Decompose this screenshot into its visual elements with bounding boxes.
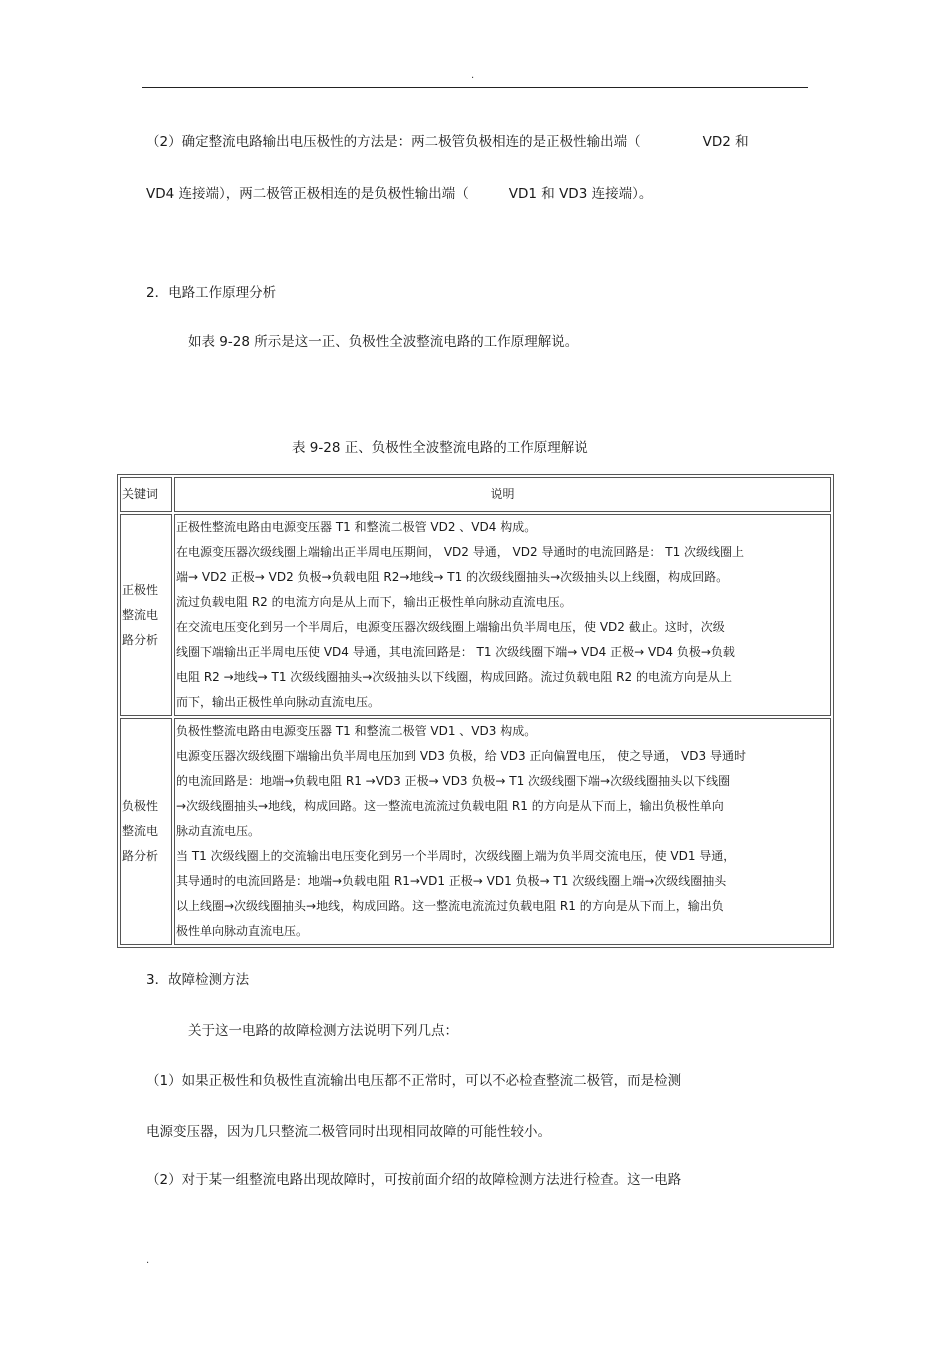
section3-intro: 关于这一电路的故障检测方法说明下列几点： xyxy=(188,1023,458,1039)
description-line: 而下，输出正极性单向脉动直流电压。 xyxy=(176,695,381,709)
polarity-line1-text-a: （2）确定整流电路输出电压极性的方法是：两二极管负极相连的是正极性输出端（ xyxy=(146,134,641,150)
description-line: 其导通时的电流回路是：地端→负载电阻 R1→VD1 正极→ VD1 负极→ T1 次级线圈上端→次级线圈抽头 xyxy=(176,874,727,888)
section2-heading: 2．电路工作原理分析 xyxy=(146,285,277,301)
description-line: 以上线圈→次级线圈抽头→地线，构成回路。这一整流电流流过负载电阻 R1 的方向是从下而上，输出负 xyxy=(176,899,724,913)
header-mark: . xyxy=(471,70,475,81)
description-line: 流过负载电阻 R2 的电流方向是从上而下，输出正极性单向脉动直流电压。 xyxy=(176,595,572,609)
description-line: 线圈下端输出正半周电压使 VD4 导通，其电流回路是： T1 次级线圈下端→ VD4 正极→ VD4 负极→负载 xyxy=(176,645,735,659)
principle-table xyxy=(117,474,834,948)
description-line: 在电源变压器次级线圈上端输出正半周电压期间， VD2 导通， VD2 导通时的电流回路是： T1 次级线圈上 xyxy=(176,545,745,559)
section3-point2-line1: （2）对于某一组整流电路出现故障时，可按前面介绍的故障检测方法进行检查。这一电路 xyxy=(146,1172,682,1188)
keyword-line: 整流电 xyxy=(122,824,159,838)
description-line: →次级线圈抽头→地线，构成回路。这一整流电流流过负载电阻 R1 的方向是从下而上，输出负极性单向 xyxy=(176,799,724,813)
keyword-cell xyxy=(120,514,172,716)
description-line: 当 T1 次级线圈上的交流输出电压变化到另一个半周时，次级线圈上端为负半周交流电压，使 VD1 导通， xyxy=(176,849,736,863)
col-header-description: 说明 xyxy=(174,477,831,512)
section3-point1-line1: （1）如果正极性和负极性直流输出电压都不正常时，可以不必检查整流二极管，而是检测 xyxy=(146,1073,682,1089)
polarity-line1-text-b: VD2 和 xyxy=(702,134,749,150)
polarity-line2-text-a: VD4 连接端），两二极管正极相连的是负极性输出端（ xyxy=(146,186,469,202)
description-line: 脉动直流电压。 xyxy=(176,824,261,838)
description-line: 负极性整流电路由电源变压器 T1 和整流二极管 VD1 、VD3 构成。 xyxy=(176,724,537,738)
keyword-line: 路分析 xyxy=(122,849,159,863)
table-caption: 表 9-28 正、负极性全波整流电路的工作原理解说 xyxy=(292,440,588,456)
section3-heading: 3．故障检测方法 xyxy=(146,972,250,988)
keyword-line: 正极性 xyxy=(122,582,159,597)
description-cell xyxy=(174,718,831,945)
footer-mark: . xyxy=(146,1255,150,1266)
description-line: 正极性整流电路由电源变压器 T1 和整流二极管 VD2 、VD4 构成。 xyxy=(176,520,537,534)
keyword-line: 路分析 xyxy=(122,632,159,647)
table-header-row xyxy=(120,477,831,512)
description-line: 在交流电压变化到另一个半周后，电源变压器次级线圈上端输出负半周电压，使 VD2 截止。这时，次级 xyxy=(176,620,725,634)
description-cell xyxy=(174,514,831,716)
description-line: 极性单向脉动直流电压。 xyxy=(176,924,309,938)
col-header-keyword: 关键词 xyxy=(120,477,172,512)
section2-intro: 如表 9-28 所示是这一正、负极性全波整流电路的工作原理解说。 xyxy=(188,334,579,350)
polarity-line2-text-b: VD1 和 VD3 连接端）。 xyxy=(508,186,653,202)
polarity-paragraph-line2 xyxy=(146,184,652,204)
description-line: 端→ VD2 正极→ VD2 负极→负载电阻 R2→地线→ T1 的次级线圈抽头→次级抽头以上线圈，构成回路。 xyxy=(176,570,729,584)
section3-point1-line2: 电源变压器，因为几只整流二极管同时出现相同故障的可能性较小。 xyxy=(146,1124,551,1140)
table-row xyxy=(120,514,831,716)
polarity-paragraph-line1 xyxy=(146,132,749,152)
header-rule xyxy=(142,87,808,88)
table-row xyxy=(120,718,831,945)
keyword-line: 整流电 xyxy=(122,607,159,622)
description-line: 电源变压器次级线圈下端输出负半周电压加到 VD3 负极，给 VD3 正向偏置电压， 使之导通， VD3 导通时 xyxy=(176,749,746,763)
keyword-cell xyxy=(120,718,172,945)
description-line: 电阻 R2 →地线→ T1 次级线圈抽头→次级抽头以下线圈，构成回路。流过负载电阻 R2 的电流方向是从上 xyxy=(176,670,732,684)
keyword-line: 负极性 xyxy=(122,799,159,813)
description-line: 的电流回路是：地端→负载电阻 R1 →VD3 正极→ VD3 负极→ T1 次级线圈下端→次级线圈抽头以下线圈 xyxy=(176,774,731,788)
